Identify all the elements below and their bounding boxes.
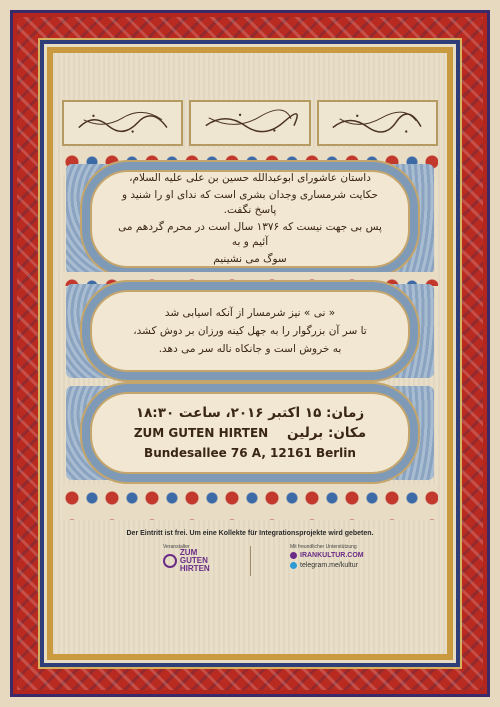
poem-line: تا سر آن بزرگوار را به جهل کینه ورزان بر دوش کشد، [133,325,367,337]
calligraphy-panel-right [317,100,438,146]
web-icon [290,552,297,559]
event-place-label: مکان: برلین [287,425,367,441]
irankultur-site[interactable]: IRANKULTUR.COM [300,552,364,559]
calligraphy-header [62,100,438,146]
irankultur-logo [290,552,370,574]
intro-text-panel [90,170,410,268]
intro-line: پس بی جهت نیست که ۱۳۷۶ سال است در محرم گردهم می آئیم و به [118,221,382,248]
organizer-label: Veranstalter [163,544,190,550]
decorative-tile-row [62,484,438,520]
event-address: Bundesallee 76 A, 12161 Berlin [144,446,356,460]
poem-line: « نی » نیز شرمسار از آنکه اسیابی شد [164,307,336,319]
event-time: زمان: ۱۵ اکتبر ۲۰۱۶، ساعت ۱۸:۳۰ [135,405,365,421]
support-label: Mit freundlicher Unterstützung [290,544,357,550]
calligraphy-icon [200,108,300,137]
event-details-panel [90,392,410,474]
poem-line: به خروش است و جانکاه ناله سر می دهد. [158,343,342,355]
calligraphy-icon [327,108,427,137]
zum-guten-hirten-logo [163,550,227,572]
telegram-icon [290,562,297,569]
zgh-logo-icon [163,554,177,568]
calligraphy-icon [73,108,173,137]
intro-line: سوگ می نشینیم [213,253,287,265]
footer-divider [250,546,251,576]
intro-line: حکایت شرمساری وجدان بشری است که ندای او را شنید و پاسخ نگفت. [121,189,379,216]
calligraphy-panel-center [189,100,310,146]
entry-note: Der Eintritt ist frei. Um eine Kollekte für Integrationsprojekte wird gebeten. [126,530,374,537]
event-place [110,423,390,443]
calligraphy-panel-left [62,100,183,146]
zgh-logo-line1: ZUM GUTEN [179,548,208,565]
intro-line: داستان عاشورای ابوعبدالله حسین بن علی علیه السلام، [129,172,371,184]
event-venue-name: ZUM GUTEN HIRTEN [133,426,269,440]
poem-text-panel [90,290,410,372]
irankultur-telegram[interactable]: telegram.me/kultur [300,562,358,569]
zgh-logo-line2: HIRTEN [179,564,210,573]
